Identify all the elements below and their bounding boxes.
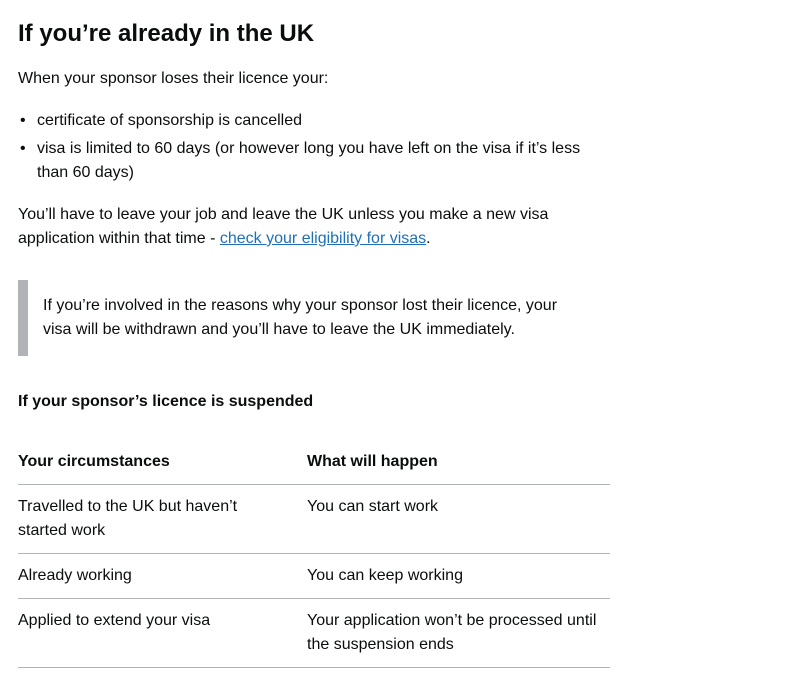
table-row <box>18 554 610 599</box>
inset-text: If you’re involved in the reasons why your sponsor lost their licence, your visa will be withdrawn and you’ll have to leave the UK immediately. <box>43 297 558 338</box>
table-cell: Already working <box>18 554 307 599</box>
circumstances-table <box>18 440 610 668</box>
column-header-outcome: What will happen <box>307 440 610 485</box>
table-cell: Your application won’t be processed until the suspension ends <box>307 599 610 668</box>
table-header-row <box>18 440 610 485</box>
list-item: • visa is limited to 60 days (or however long you have left on the visa if it’s less than 60 days) <box>18 137 598 185</box>
table-cell: Travelled to the UK but haven’t started work <box>18 485 307 554</box>
consequence-list <box>18 109 598 189</box>
column-header-circumstances: Your circumstances <box>18 440 307 485</box>
table-row <box>18 599 610 668</box>
leave-end: . <box>426 230 431 247</box>
check-eligibility-link[interactable]: check your eligibility for visas <box>219 230 427 247</box>
leave-paragraph <box>18 203 598 251</box>
inset-text-block <box>18 280 578 356</box>
list-item: • certificate of sponsorship is cancelled <box>18 109 598 133</box>
table-cell: You can start work <box>307 485 610 554</box>
table-cell: Applied to extend your visa <box>18 599 307 668</box>
table-row <box>18 485 610 554</box>
intro-text: When your sponsor loses their licence your: <box>18 70 329 87</box>
leave-text: You’ll have to leave your job and leave the UK unless you make a new visa application within that time - <box>18 206 549 247</box>
section-title: If you’re already in the UK <box>18 20 315 47</box>
table-cell: You can keep working <box>307 554 610 599</box>
suspended-heading: If your sponsor’s licence is suspended <box>18 393 314 410</box>
